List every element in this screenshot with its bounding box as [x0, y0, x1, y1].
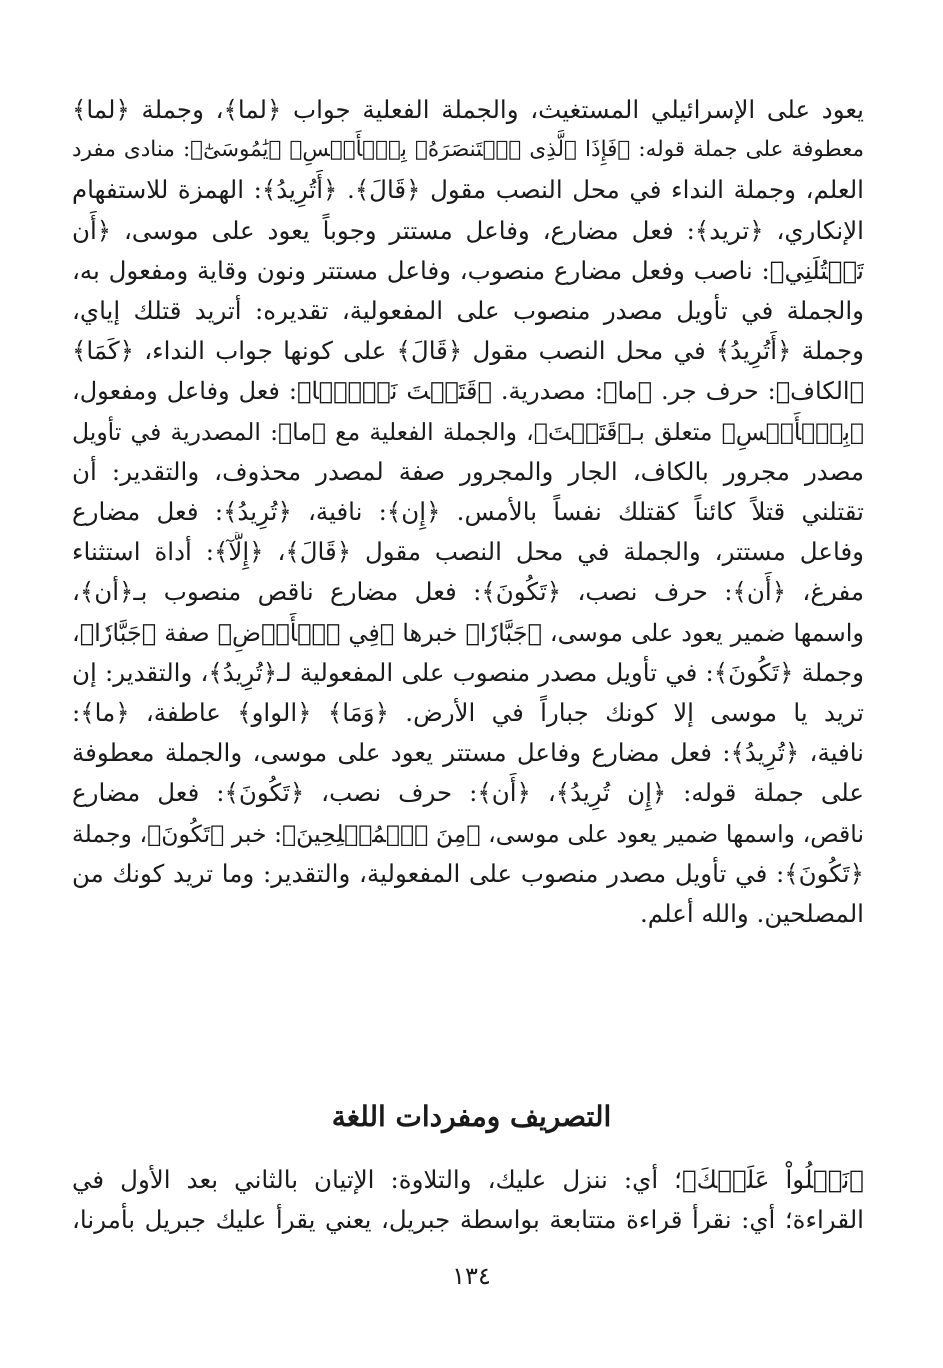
text-line: ﴿نَتۡلُواْ عَلَيۡكَ﴾؛ أي: ننزل عليك، والتلاوة: الإتيان بالثاني بعد الأول في [72, 1165, 864, 1194]
text-line: ﴿بِٱلۡأَمۡسِ﴾ متعلق بـ﴿قَتَلۡتَ﴾، والجملة الفعلية مع ﴿ما﴾: المصدرية في تأويل [72, 417, 864, 446]
text-line: يعود على الإسرائيلي المستغيث، والجملة الفعلية جواب ﴿لما﴾، وجملة ﴿لما﴾ [72, 95, 864, 124]
text-line: ﴿تَكُونَ﴾: في تأويل مصدر منصوب على المفعولية، والتقدير: وما تريد كونك من [72, 858, 864, 888]
main-text-block [72, 90, 864, 934]
text-line: والجملة في تأويل مصدر منصوب على المفعولية، تقديره: أتريد قتلك إياي، [72, 296, 864, 326]
text-line: ﴿الكاف﴾: حرف جر. ﴿ما﴾: مصدرية. ﴿قَتَلۡتَ نَفۡسَۢا﴾: فعل وفاعل ومفعول، [72, 377, 864, 406]
section-paragraph [72, 1160, 864, 1240]
text-line: تقتلني قتلاً كائناً كقتلك نفساً بالأمس. ﴿إِن﴾: نافية، ﴿تُرِيدُ﴾: فعل مضارع [72, 497, 864, 527]
text-line: وجملة ﴿تَكُونَ﴾: في تأويل مصدر منصوب على المفعولية لـ﴿تُرِيدُ﴾، والتقدير: إن [72, 657, 864, 687]
text-line: مفرغ، ﴿أَن﴾: حرف نصب، ﴿تَكُونَ﴾: فعل مضارع ناقص منصوب بـ﴿أن﴾، [72, 577, 864, 607]
text-line: نافية، ﴿تُرِيدُ﴾: فعل مضارع وفاعل مستتر يعود على موسى، والجملة معطوفة [72, 738, 864, 768]
section-heading: التصريف ومفردات اللغة [331, 1100, 612, 1133]
text-line: وجملة ﴿أَتُرِيدُ﴾ في محل النصب مقول ﴿قَالَ﴾ على كونها جواب النداء، ﴿كَمَا﴾ [72, 336, 864, 366]
analysis-paragraph [72, 90, 864, 934]
page-number: ١٣٤ [452, 1262, 491, 1290]
text-line: مصدر مجرور بالكاف، الجار والمجرور صفة لمصدر محذوف، والتقدير: أن [72, 456, 864, 486]
text-line: تَقۡتُلَنِي﴾: ناصب وفعل مضارع منصوب، وفاعل مستتر ونون وقاية ومفعول به، [72, 255, 864, 285]
text-line: تريد يا موسى إلا كونك جباراً في الأرض. ﴿وَمَا﴾ ﴿الواو﴾ عاطفة، ﴿ما﴾: [72, 698, 864, 728]
text-line: معطوفة على جملة قوله: ﴿فَإِذَا ٱلَّذِى ٱسۡتَنصَرَهُۥ بِٱلۡأَمۡسِ﴾ ﴿يَٰمُوسَىٰٓ﴾: منادى مفرد [72, 137, 864, 163]
text-line: على جملة قوله: ﴿إِن تُرِيدُ﴾، ﴿أَن﴾: حرف نصب، ﴿تَكُونَ﴾: فعل مضارع [72, 778, 864, 808]
text-line: وفاعل مستتر، والجملة في محل النصب مقول ﴿قَالَ﴾، ﴿إِلَّآ﴾: أداة استثناء [72, 537, 864, 567]
text-line: المصلحين. والله أعلم. [640, 899, 864, 929]
text-line: الإنكاري، ﴿تريد﴾: فعل مضارع، وفاعل مستتر وجوباً يعود على موسى، ﴿أَن [72, 215, 864, 245]
text-line: القراءة؛ أي: نقرأ قراءة متتابعة بواسطة جبريل، يعني يقرأ عليك جبريل بأمرنا، [72, 1205, 864, 1235]
text-line: ناقص، واسمها ضمير يعود على موسى، ﴿مِنَ ٱلۡمُصۡلِحِينَ﴾: خبر ﴿تَكُونَ﴾، وجملة [72, 819, 864, 848]
text-line: العلم، وجملة النداء في محل النصب مقول ﴿قَالَ﴾. ﴿أَتُرِيدُ﴾: الهمزة للاستفهام [72, 175, 864, 205]
text-line: واسمها ضمير يعود على موسى، ﴿جَبَّارٗا﴾ خبرها ﴿فِي ٱلۡأَرۡضِ﴾ صفة ﴿جَبَّارٗا﴾، [72, 618, 864, 647]
